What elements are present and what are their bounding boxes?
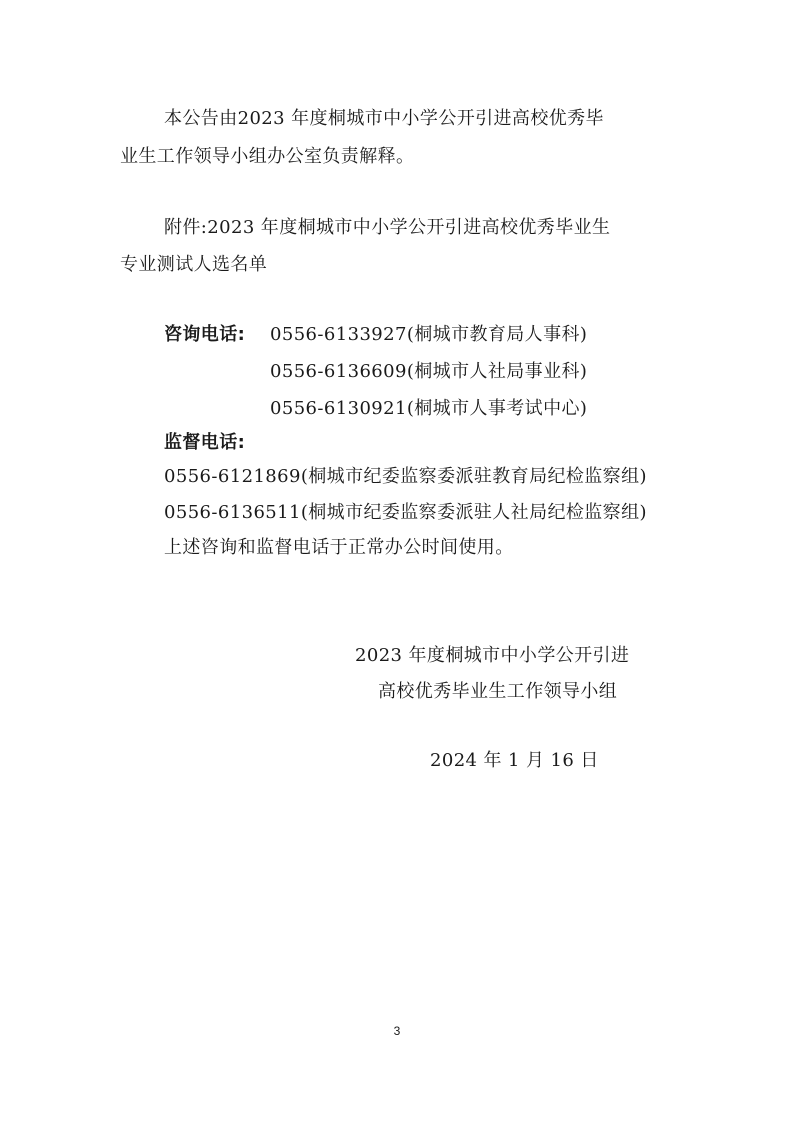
supervise-phone-label: 监督电话: <box>164 432 246 453</box>
explanation-line-1: 本公告由2023 年度桐城市中小学公开引进高校优秀毕 <box>164 108 604 129</box>
attachment-line-2: 专业测试人选名单 <box>120 254 268 275</box>
consult-phone-1: 0556-6133927(桐城市教育局人事科) <box>270 324 588 345</box>
signature-line-2: 高校优秀毕业生工作领导小组 <box>378 681 618 702</box>
supervise-phone-1: 0556-6121869(桐城市纪委监察委派驻教育局纪检监察组) <box>164 466 647 487</box>
supervise-phone-2: 0556-6136511(桐城市纪委监察委派驻人社局纪检监察组) <box>164 502 647 523</box>
consult-phone-label: 咨询电话: <box>164 324 246 345</box>
consult-phone-2: 0556-6136609(桐城市人社局事业科) <box>270 361 588 382</box>
page-number: 3 <box>393 1024 401 1038</box>
explanation-line-2: 业生工作领导小组办公室负责解释。 <box>120 146 415 167</box>
signature-date: 2024 年 1 月 16 日 <box>430 750 599 771</box>
supervise-note: 上述咨询和监督电话于正常办公时间使用。 <box>164 537 514 558</box>
attachment-line-1: 附件:2023 年度桐城市中小学公开引进高校优秀毕业生 <box>164 217 611 238</box>
signature-line-1: 2023 年度桐城市中小学公开引进 <box>355 645 630 666</box>
consult-phone-3: 0556-6130921(桐城市人事考试中心) <box>270 398 588 419</box>
